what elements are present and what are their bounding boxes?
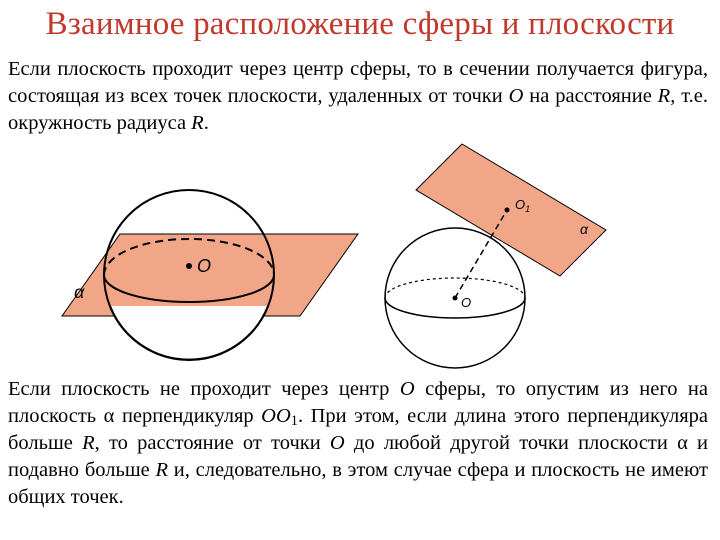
- p2-segment-oo: OO: [261, 405, 291, 427]
- center-label-left: O: [197, 256, 212, 276]
- p2-alpha-2: α: [677, 432, 688, 454]
- p2-text-3: перпендикуляр: [114, 405, 262, 427]
- slide-title: Взаимное расположение сферы и плоскости: [45, 6, 675, 42]
- p2-text-4: . При этом, если длина этого перпендикуляра больше: [8, 405, 708, 454]
- p1-text-2: на расстояние: [523, 85, 658, 107]
- figure-sphere-plane-through-center: [62, 190, 358, 360]
- p2-alpha-1: α: [103, 405, 115, 427]
- equator-back-right: [385, 278, 525, 298]
- foot-label-letter: O: [515, 197, 526, 212]
- p2-text-5: , то расстояние от точки: [94, 432, 330, 454]
- plane-label-left: α: [74, 282, 85, 302]
- p2-text-6: до любой другой точки плоскости: [344, 432, 678, 454]
- p2-point-o-1: O: [399, 378, 415, 400]
- sphere-left-lower-fill: [110, 306, 268, 360]
- foot-point-o1: [505, 208, 510, 213]
- center-label-right: O: [461, 295, 472, 310]
- foot-label-sub: 1: [525, 204, 531, 214]
- p1-radius-r-2: R: [191, 112, 204, 134]
- plane-label-right: α: [580, 221, 588, 237]
- center-point-right: [453, 296, 458, 301]
- p2-radius-r-2: R: [155, 459, 169, 481]
- p2-text-2: сферы, то опустим из него на плоскость: [8, 378, 708, 427]
- center-point-left: [186, 263, 192, 269]
- p2-point-o-2: O: [329, 432, 345, 454]
- paragraph-off-center: [8, 376, 708, 511]
- p2-radius-r-1: R: [82, 432, 95, 454]
- p2-text-7: и подавно больше: [8, 432, 708, 481]
- figure-sphere-plane-apart: [385, 144, 606, 368]
- p1-radius-r-1: R: [657, 85, 671, 107]
- p1-text-3: , т.е. окружность радиуса: [8, 85, 708, 134]
- equator-front-right: [385, 298, 525, 318]
- p1-point-o: O: [508, 85, 524, 107]
- p2-text-8: и, следовательно, в этом случае сфера и плоскость не имеют общих точек.: [8, 459, 709, 508]
- p1-text-4: .: [203, 112, 209, 134]
- p2-text-1: Если плоскость не проходит через центр: [8, 378, 400, 400]
- p2-segment-sub: 1: [290, 413, 298, 429]
- p1-text-1: Если плоскость проходит через центр сферы, то в сечении получается фигура, состоящая из всех точек плоскости, удаленных от точки: [8, 58, 708, 107]
